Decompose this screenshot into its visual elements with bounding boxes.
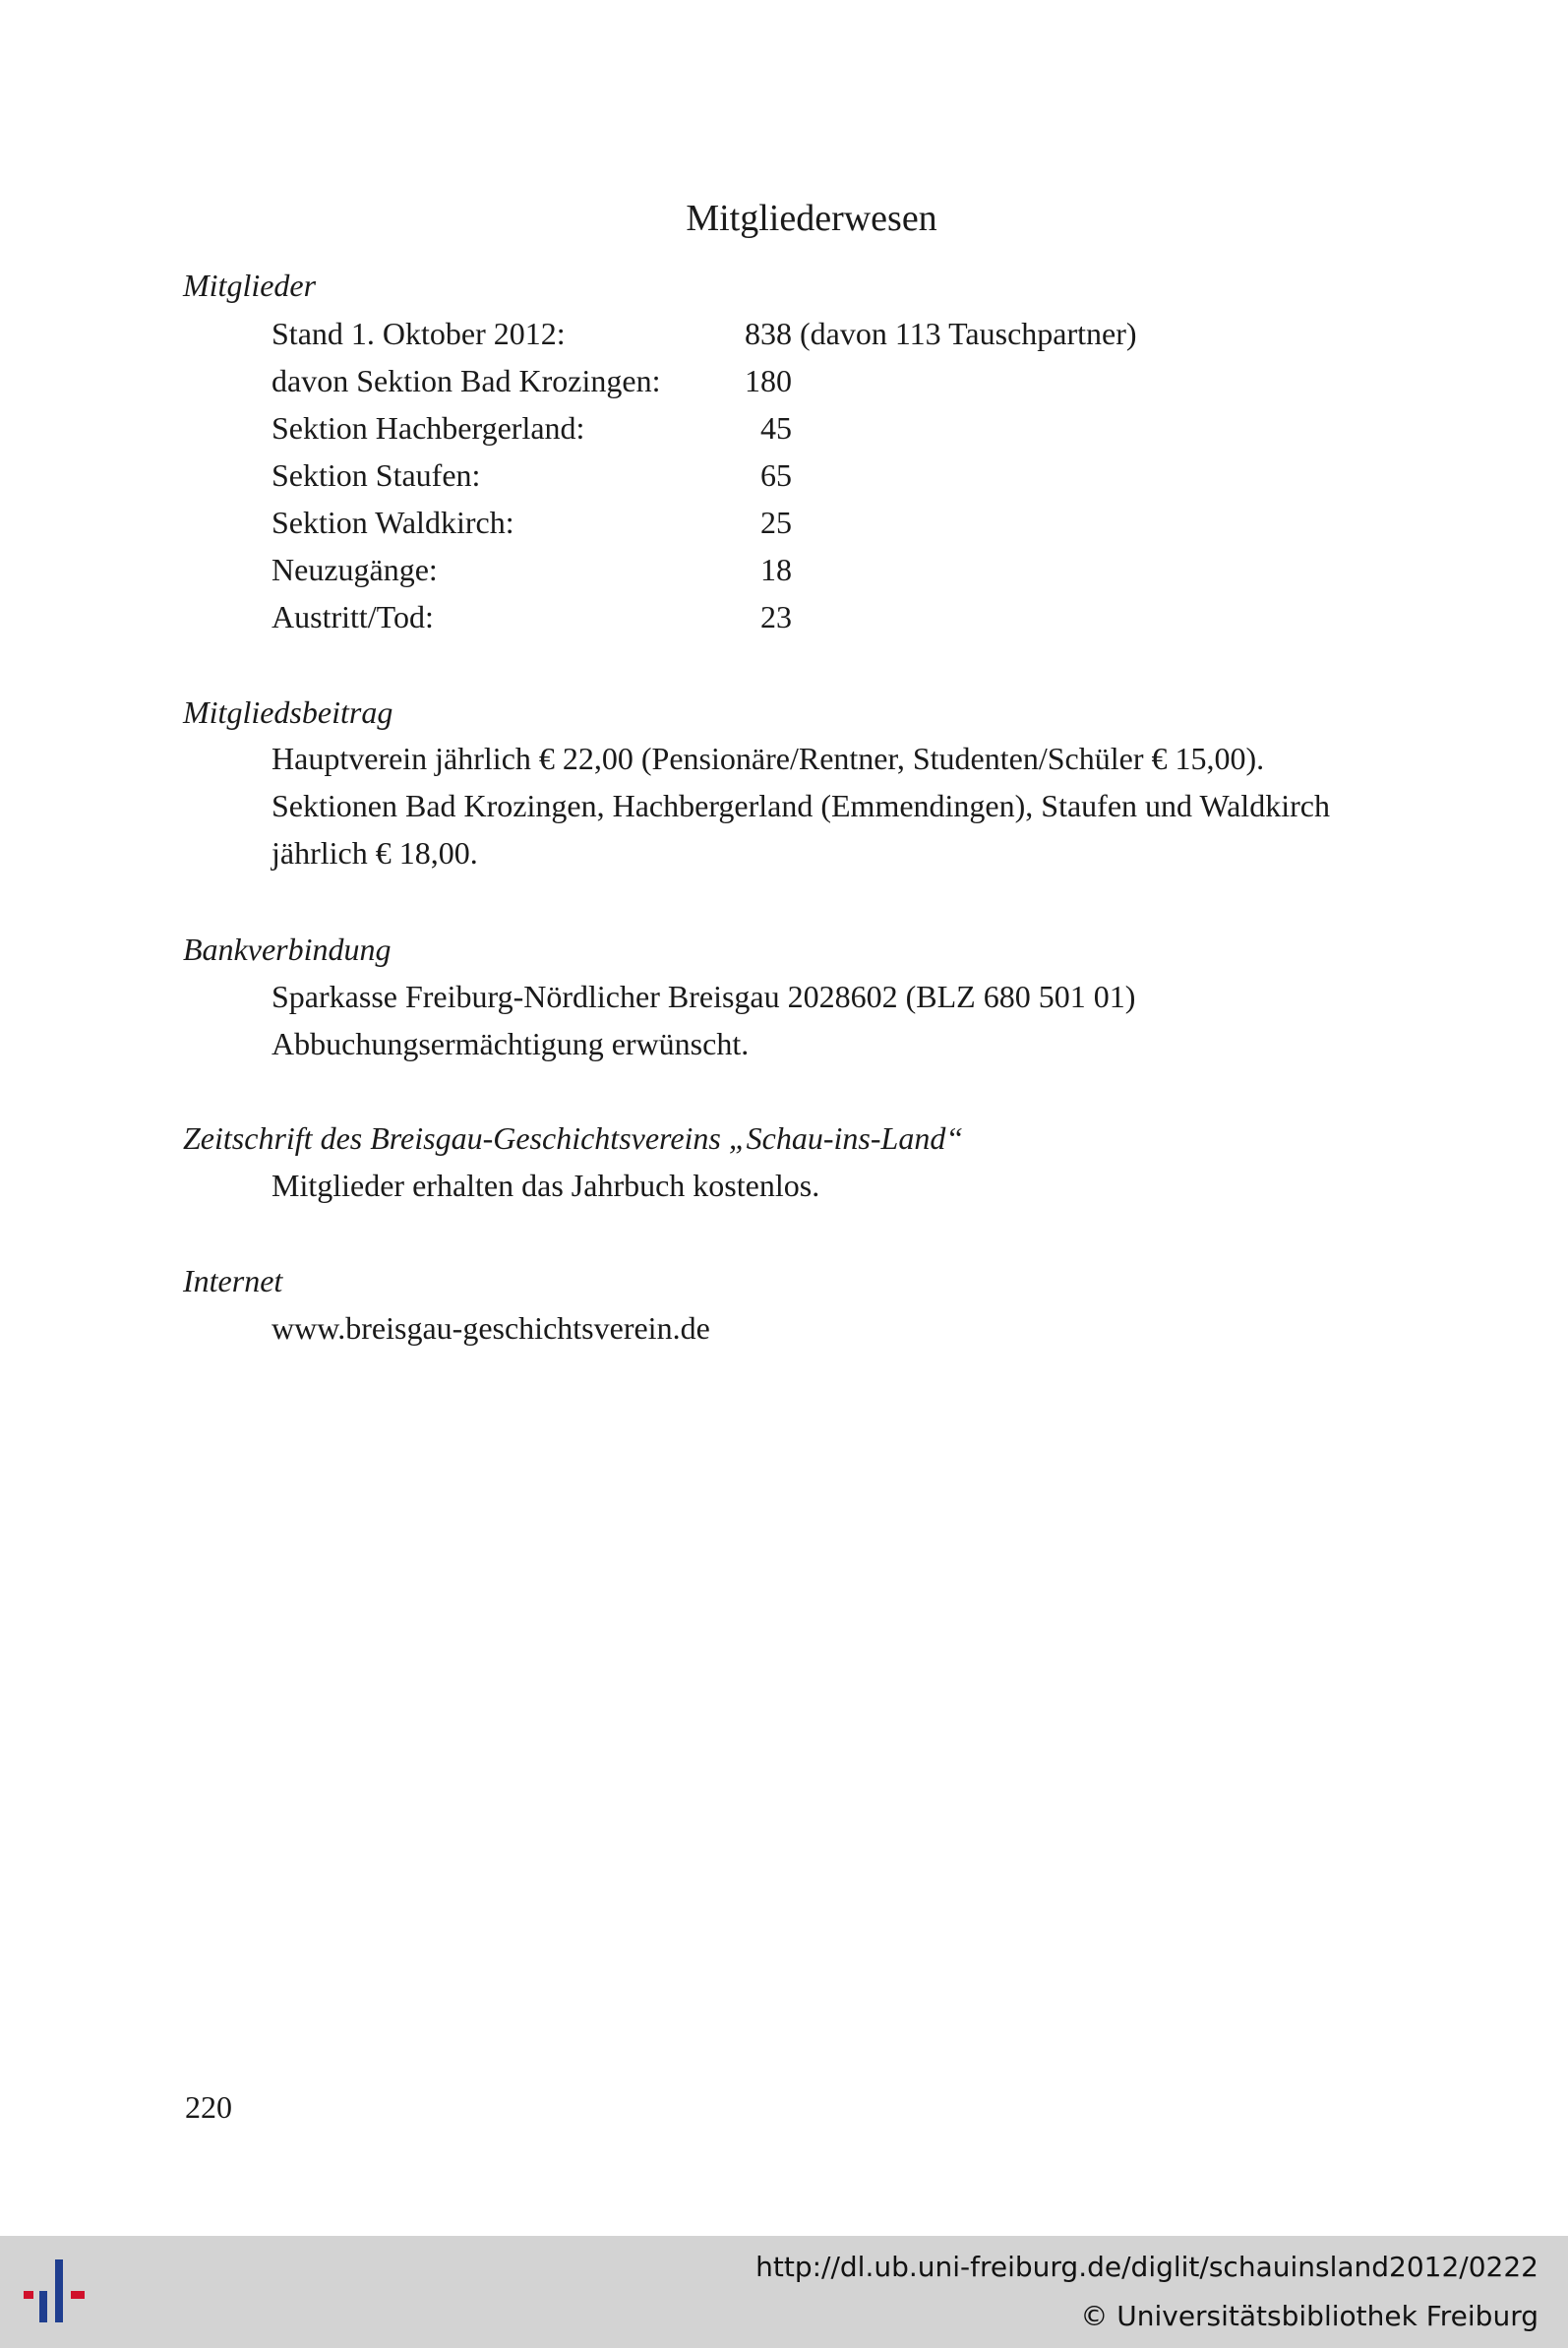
member-stat-label: Sektion Staufen: xyxy=(271,457,481,493)
paragraph-line: Abbuchungsermächtigung erwünscht. xyxy=(271,1026,750,1061)
page-title: Mitgliederwesen xyxy=(686,198,937,239)
library-footer-bar xyxy=(0,2236,1568,2348)
member-stat-label: Neuzugänge: xyxy=(271,552,438,587)
paragraph-line: Sektionen Bad Krozingen, Hachbergerland (Emmendingen), Staufen und Waldkirch xyxy=(271,788,1330,823)
member-stat-value: 25 xyxy=(760,505,792,540)
section-heading-bank: Bankverbindung xyxy=(183,932,392,967)
member-stat-label: davon Sektion Bad Krozingen: xyxy=(271,363,661,398)
page-number: 220 xyxy=(185,2089,232,2125)
section-heading-mitglieder: Mitglieder xyxy=(183,268,317,303)
member-stat-label: Stand 1. Oktober 2012: xyxy=(271,316,566,351)
member-stat-label: Sektion Waldkirch: xyxy=(271,505,514,540)
paragraph-line: jährlich € 18,00. xyxy=(271,835,478,871)
member-stat-value: 23 xyxy=(760,599,792,634)
paragraph-line: Mitglieder erhalten das Jahrbuch kostenlos. xyxy=(271,1168,820,1203)
website-link[interactable]: www.breisgau-geschichtsverein.de xyxy=(271,1310,710,1346)
section-heading-beitrag: Mitgliedsbeitrag xyxy=(183,694,393,730)
member-stat-value: 18 xyxy=(760,552,792,587)
member-stat-value: 838 (davon 113 Tauschpartner) xyxy=(745,316,1137,351)
copyright-notice: © Universitätsbibliothek Freiburg xyxy=(1080,2300,1538,2332)
source-url-link[interactable]: http://dl.ub.uni-freiburg.de/diglit/schauinsland2012/0222 xyxy=(755,2251,1538,2283)
member-stat-value: 65 xyxy=(760,457,792,493)
paragraph-line: Hauptverein jährlich € 22,00 (Pensionäre/Rentner, Studenten/Schüler € 15,00). xyxy=(271,741,1265,776)
library-logo-icon xyxy=(20,2254,100,2334)
paragraph-line: Sparkasse Freiburg-Nördlicher Breisgau 2028602 (BLZ 680 501 01) xyxy=(271,979,1136,1014)
member-stat-label: Sektion Hachbergerland: xyxy=(271,410,585,446)
member-stat-value: 45 xyxy=(760,410,792,446)
member-stat-label: Austritt/Tod: xyxy=(271,599,434,634)
section-heading-zeitschrift: Zeitschrift des Breisgau-Geschichtsvereins „Schau-ins-Land“ xyxy=(183,1120,964,1156)
member-stat-value: 180 xyxy=(745,363,792,398)
section-heading-internet: Internet xyxy=(183,1263,283,1298)
